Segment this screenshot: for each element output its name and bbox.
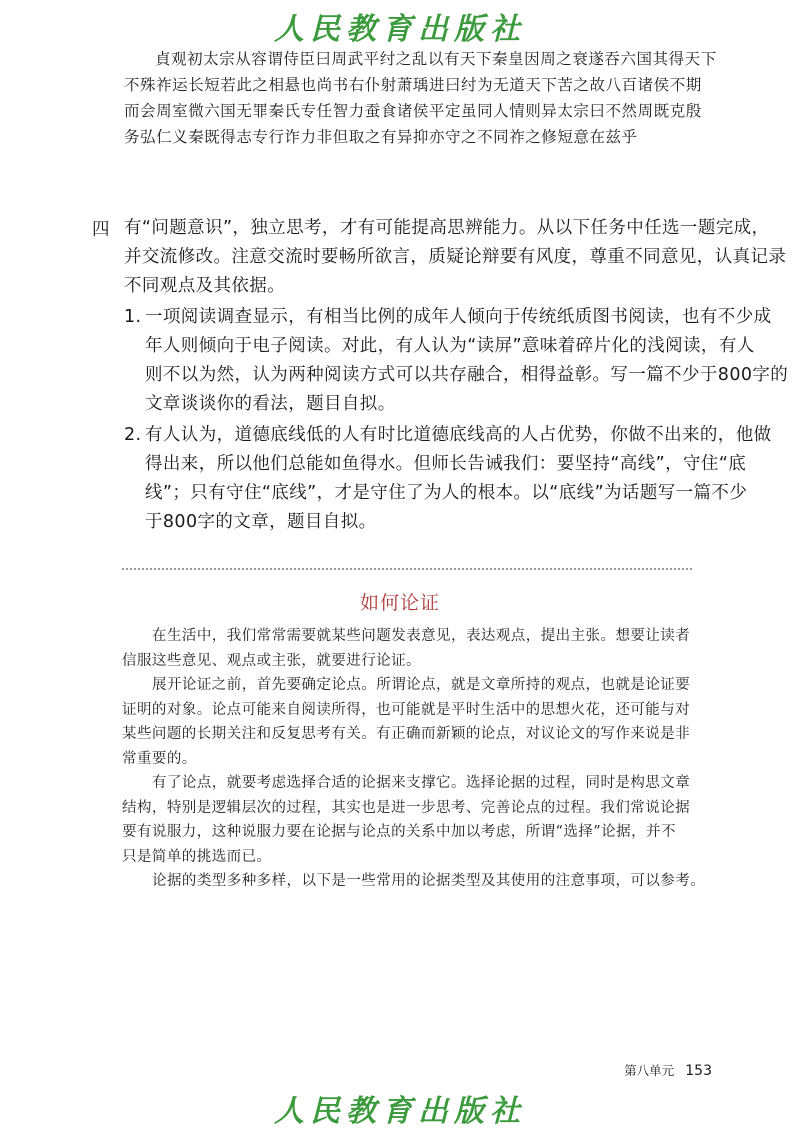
task-item-line: 有人认为，道德底线低的人有时比道德底线高的人占优势，你做不出来的，他做	[145, 425, 772, 445]
unit-label: 第八单元	[624, 1063, 675, 1078]
classical-line: 而会周室微六国无罪秦氏专任智力蚕食诸侯平定虽同人情则异太宗曰不然周既克殷	[124, 102, 702, 120]
task-intro-line: 不同观点及其依据。	[124, 276, 286, 296]
task-item-line: 得出来，所以他们总能如鱼得水。但师长告诫我们：要坚持“高线”，守住“底	[145, 454, 747, 474]
task-item-1	[124, 303, 789, 419]
task-intro-line: 并交流修改。注意交流时要畅所欲言，质疑论辩要有风度，尊重不同意见，认真记录	[124, 247, 787, 267]
task-item-line: 则不以为然，认为两种阅读方式可以共存融合，相得益彰。写一篇不少于800字的	[145, 365, 789, 385]
task-item-number: 1.	[124, 307, 142, 327]
paragraph-line: 要有说服力，这种说服力要在论据与论点的关系中加以考虑，所谓“选择”论据，并不	[122, 824, 676, 840]
task-item-line: 年人则倾向于电子阅读。对此，有人认为“读屏”意味着碎片化的浅阅读，有人	[145, 336, 755, 356]
paragraph-line: 某些问题的长期关注和反复思考有关。有正确而新颖的论点，对议论文的写作来说是非	[122, 726, 691, 742]
task-item-line: 线”；只有守住“底线”，才是守住了为人的根本。以“底线”为话题写一篇不少	[145, 483, 748, 503]
page-number: 153	[685, 1063, 712, 1079]
task-intro-line: 有“问题意识”，独立思考，才有可能提高思辨能力。从以下任务中任选一题完成，	[124, 218, 770, 238]
publisher-logo-top: 人民教育出版社	[274, 12, 526, 47]
section-title: 如何论证	[359, 592, 440, 614]
task-item-number: 2.	[124, 425, 142, 445]
paragraph-line: 证明的对象。论点可能来自阅读所得，也可能就是平时生活中的思想火花，还可能与对	[122, 701, 691, 718]
publisher-logo-bottom: 人民教育出版社	[274, 1094, 526, 1129]
task-body	[124, 214, 789, 537]
paragraph-line: 有了论点，就要考虑选择合适的论据来支撑它。选择论据的过程，同时是构思文章	[152, 775, 691, 791]
paragraph-line: 展开论证之前，首先要确定论点。所谓论点，就是文章所持的观点，也就是论证要	[152, 677, 691, 693]
paragraph-line: 在生活中，我们常常需要就某些问题发表意见，表达观点，提出主张。想要让读者	[152, 628, 691, 644]
classical-line: 务弘仁义秦既得志专行诈力非但取之有异抑亦守之不同祚之修短意在兹乎	[124, 128, 638, 146]
paragraph-line: 信服这些意见、观点或主张，就要进行论证。	[122, 652, 421, 669]
task-item-line: 一项阅读调查显示，有相当比例的成年人倾向于传统纸质图书阅读，也有不少成	[145, 307, 772, 327]
task-four	[92, 214, 789, 537]
paragraph-line: 常重要的。	[122, 750, 197, 767]
task-number: 四	[92, 220, 110, 240]
page-footer	[624, 1060, 712, 1079]
classical-line: 不殊祚运长短若此之相悬也尚书右仆射萧瑀进曰纣为无道天下苦之故八百诸侯不期	[124, 76, 702, 94]
task-item-line: 文章谈谈你的看法，题目自拟。	[145, 394, 396, 414]
classical-line: 貞观初太宗从容谓侍臣曰周武平纣之乱以有天下秦皇因周之衰遂吞六国其得天下	[155, 50, 717, 68]
task-item-2	[124, 421, 772, 537]
paragraph-line: 只是简单的挑选而已。	[122, 848, 272, 865]
section-body	[122, 624, 706, 894]
paragraph-line: 结构，特别是逻辑层次的过程，其实也是进一步思考、完善论点的过程。我们常说论据	[122, 799, 691, 816]
dotted-divider	[122, 568, 692, 570]
task-item-line: 于800字的文章，题目自拟。	[145, 512, 377, 532]
classical-text-block	[124, 46, 724, 150]
paragraph-line: 论据的类型多种多样，以下是一些常用的论据类型及其使用的注意事项，可以参考。	[152, 873, 706, 889]
